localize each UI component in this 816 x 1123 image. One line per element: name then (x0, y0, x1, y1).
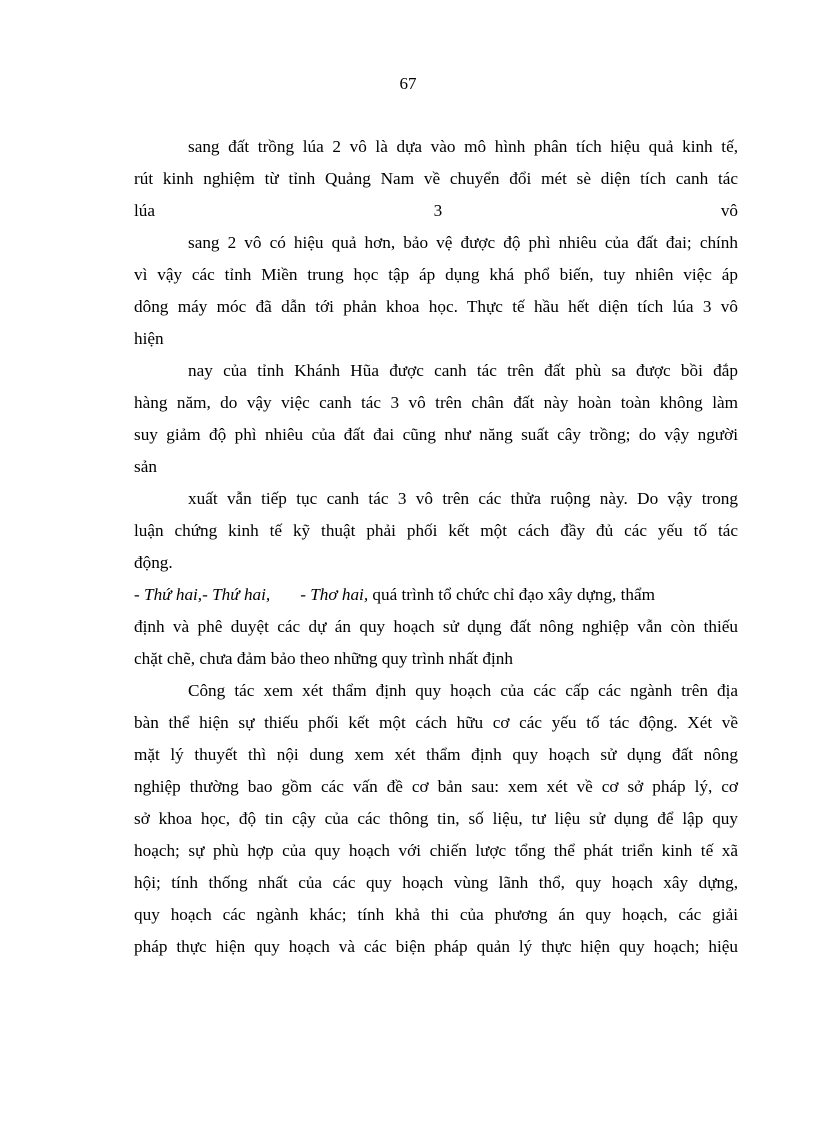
text-line: động. (134, 553, 173, 572)
text-line: nghiệp thường bao gồm các vấn đề cơ bản sau: xem xét về cơ sở pháp lý, cơ (134, 777, 738, 796)
text-fragment: quá trình tổ chức chỉ đạo xây dựng, thẩm (372, 585, 656, 604)
text-line: hàng năm, do vậy việc canh tác 3 vô trên chân đất này hoàn toàn không làm (134, 393, 738, 412)
text-line: luận chứng kinh tế kỹ thuật phải phối kết một cách đầy đủ các yếu tố tác (134, 521, 738, 540)
text-line: xuất vẫn tiếp tục canh tác 3 vô trên các thửa ruộng này. Do vậy trong (188, 489, 738, 508)
text-line: hoạch; sự phù hợp của quy hoạch với chiến lược tổng thể phát triển kinh tế xã (134, 841, 738, 860)
text-line: sở khoa học, độ tin cậy của các thông tin, số liệu, tư liệu sử dụng để lập quy (134, 809, 738, 828)
text-line: mặt lý thuyết thì nội dung xem xét thẩm định quy hoạch sử dụng đất nông (134, 745, 738, 764)
text-line-spread (134, 200, 738, 222)
text-fragment: lúa (134, 201, 155, 220)
text-fragment: vô (720, 201, 738, 220)
text-line: rút kinh nghiệm từ tỉnh Quảng Nam về chuyển đổi mét sè diện tích canh tác (134, 169, 738, 188)
text-line: pháp thực hiện quy hoạch và các biện pháp quản lý thực hiện quy hoạch; hiệu (134, 937, 738, 956)
text-line: hiện (134, 329, 164, 348)
text-line: quy hoạch các ngành khác; tính khả thi của phương án quy hoạch, các giải (134, 905, 738, 924)
text-line: suy giảm độ phì nhiêu của đất đai cũng như năng suất cây trồng; do vậy người (134, 425, 738, 444)
text-line: sang 2 vô có hiệu quả hơn, bảo vệ được độ phì nhiêu của đất đai; chính (188, 233, 738, 252)
text-line: Công tác xem xét thẩm định quy hoạch của các cấp các ngành trên địa (188, 681, 738, 700)
text-line: vì vậy các tỉnh Miền trung học tập áp dụng khá phổ biến, tuy nhiên việc áp (134, 265, 738, 284)
text-line: định và phê duyệt các dự án quy hoạch sử dụng đất nông nghiệp vẫn còn thiếu (134, 617, 738, 636)
text-line: hội; tính thống nhất của các quy hoạch vùng lãnh thổ, quy hoạch xây dựng, (134, 873, 738, 892)
text-fragment-italic: - Thứ hai,- Thứ hai, (134, 585, 271, 604)
text-line: sản (134, 457, 157, 476)
text-line-mixed (134, 584, 738, 606)
text-fragment-italic: - Thơ hai, (300, 585, 369, 604)
text-line: sang đất trồng lúa 2 vô là dựa vào mô hình phân tích hiệu quả kinh tế, (188, 137, 738, 156)
text-line: bàn thể hiện sự thiếu phối kết một cách hữu cơ các yếu tố tác động. Xét về (134, 713, 738, 732)
text-line: dông máy móc đã dẫn tới phản khoa học. Thực tế hầu hết diện tích lúa 3 vô (134, 297, 738, 316)
text-fragment: 3 (433, 201, 443, 220)
text-line: chặt chẽ, chưa đảm bảo theo những quy trình nhất định (134, 649, 513, 668)
text-line: nay của tỉnh Khánh Hũa được canh tác trên đất phù sa được bồi đắp (188, 361, 738, 380)
page-number: 67 (399, 74, 417, 93)
